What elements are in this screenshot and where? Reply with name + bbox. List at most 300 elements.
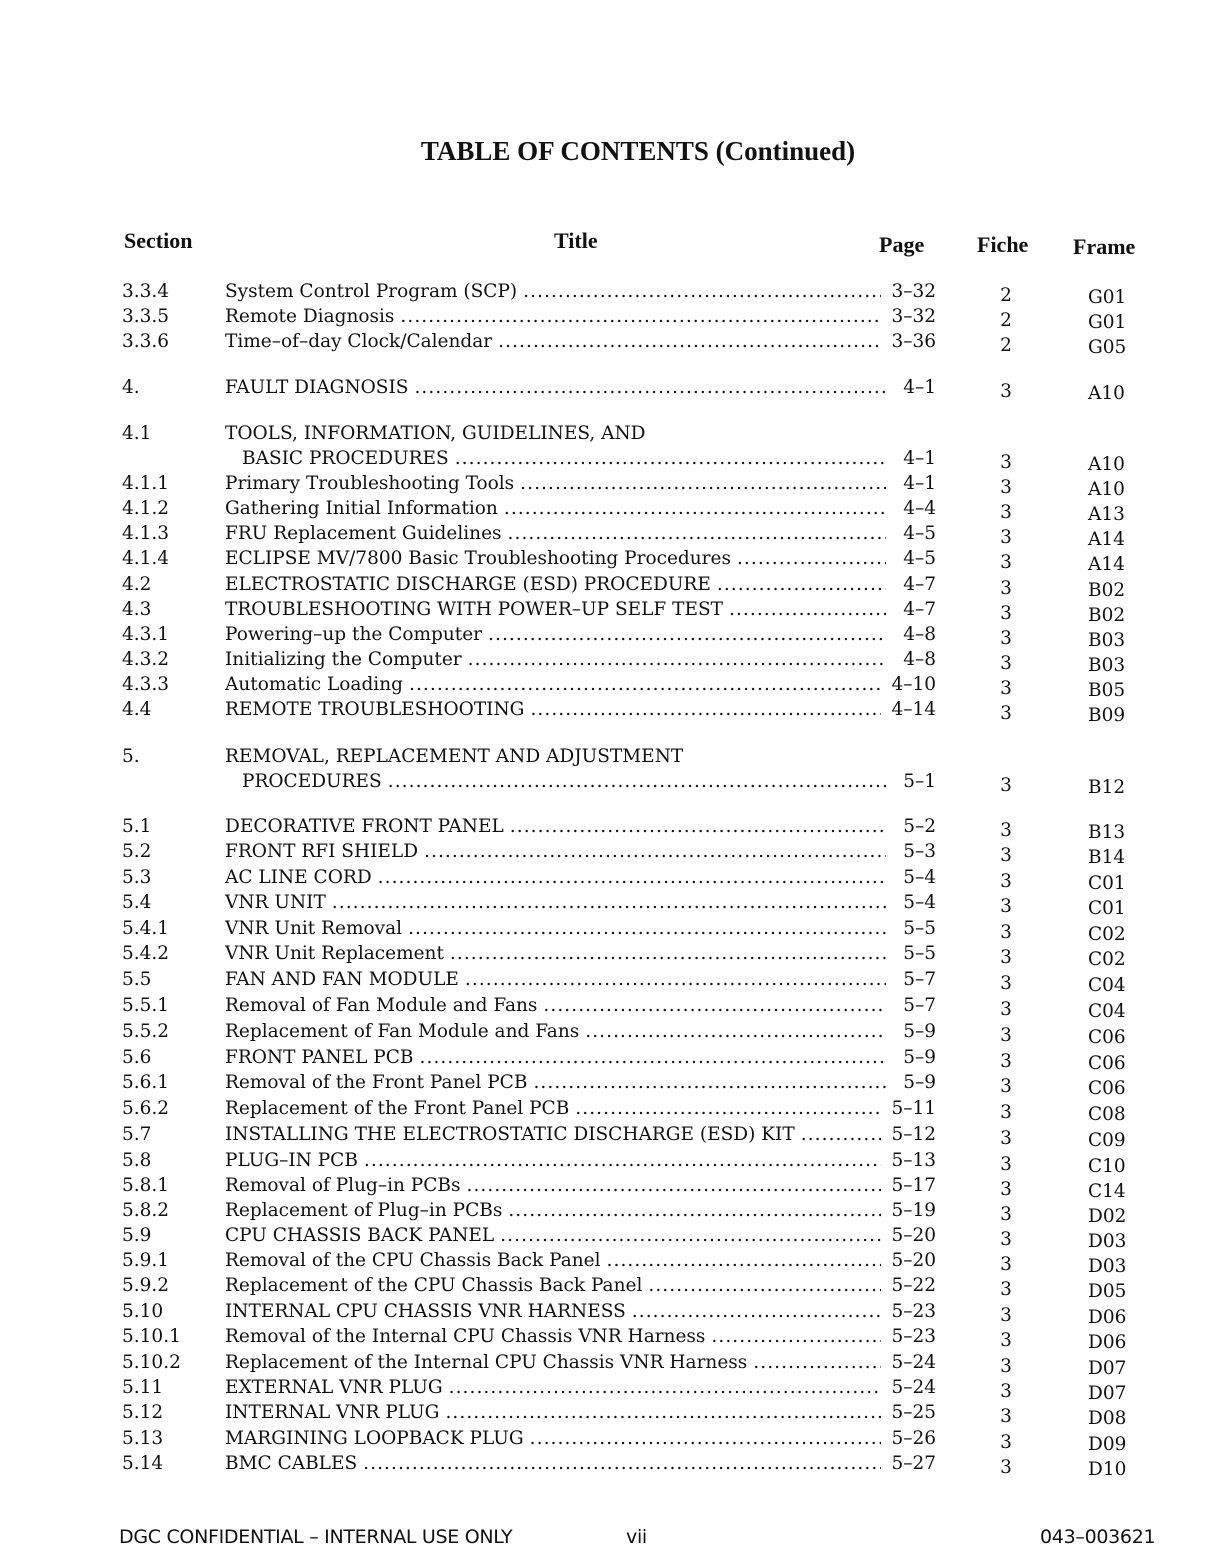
fiche-number: 3 bbox=[1000, 1128, 1012, 1149]
page-number: 4–7 bbox=[903, 574, 936, 595]
page-number: 5–24 bbox=[891, 1377, 936, 1398]
title-wrap bbox=[225, 745, 936, 769]
entry-title: FRU Replacement Guidelines bbox=[225, 523, 502, 544]
frame-code: B03 bbox=[1088, 630, 1126, 651]
title-wrap bbox=[242, 447, 936, 471]
title-wrap bbox=[225, 994, 936, 1018]
dot-leader bbox=[711, 1325, 881, 1349]
entry-title: Primary Troubleshooting Tools bbox=[225, 473, 515, 494]
title-wrap bbox=[225, 866, 936, 890]
dot-leader bbox=[523, 280, 881, 304]
entry-title: Gathering Initial Information bbox=[225, 498, 498, 519]
column-header-frame: Frame bbox=[1073, 234, 1136, 259]
frame-code: G01 bbox=[1088, 312, 1127, 333]
section-number: 5.7 bbox=[122, 1124, 152, 1145]
fiche-number: 3 bbox=[1000, 1457, 1012, 1478]
section-number: 5.11 bbox=[122, 1377, 164, 1398]
fiche-number: 3 bbox=[1000, 1051, 1012, 1072]
section-number: 5.1 bbox=[122, 816, 152, 837]
frame-code: D05 bbox=[1088, 1281, 1127, 1302]
title-wrap bbox=[225, 840, 936, 864]
entry-title: FRONT PANEL PCB bbox=[225, 1047, 414, 1068]
page-number: 4–8 bbox=[903, 624, 936, 645]
section-number: 4. bbox=[122, 377, 140, 398]
section-number: 5.8.1 bbox=[122, 1175, 170, 1196]
toc-entry bbox=[0, 840, 1210, 868]
dot-leader bbox=[543, 994, 886, 1018]
page-number: 5–5 bbox=[903, 943, 936, 964]
fiche-number: 3 bbox=[1000, 999, 1012, 1020]
page-number: 4–4 bbox=[903, 498, 936, 519]
title-wrap bbox=[225, 942, 936, 966]
entry-title-continued: BASIC PROCEDURES bbox=[242, 448, 449, 469]
page-number: 3–32 bbox=[891, 281, 936, 302]
dot-leader bbox=[408, 917, 886, 941]
title-wrap bbox=[225, 1123, 936, 1147]
section-number: 5.5.2 bbox=[122, 1021, 170, 1042]
title-wrap bbox=[225, 648, 936, 672]
entry-title: Removal of the Front Panel PCB bbox=[225, 1072, 528, 1093]
fiche-number: 3 bbox=[1000, 1381, 1012, 1402]
frame-code: D03 bbox=[1088, 1256, 1127, 1277]
toc-entry bbox=[0, 1174, 1210, 1202]
section-number: 4.1.2 bbox=[122, 498, 170, 519]
title-wrap bbox=[225, 1020, 936, 1044]
frame-code: C04 bbox=[1088, 1001, 1126, 1022]
entry-title: MARGINING LOOPBACK PLUG bbox=[225, 1428, 524, 1449]
toc-entry bbox=[0, 573, 1210, 601]
frame-code: A14 bbox=[1088, 554, 1125, 575]
frame-code: D06 bbox=[1088, 1332, 1127, 1353]
page-number: 5–5 bbox=[903, 918, 936, 939]
entry-title: ELECTROSTATIC DISCHARGE (ESD) PROCEDURE bbox=[225, 574, 711, 595]
entry-title: INSTALLING THE ELECTROSTATIC DISCHARGE (ESD) KIT bbox=[225, 1124, 795, 1145]
title-wrap bbox=[225, 305, 936, 329]
frame-code: D06 bbox=[1088, 1307, 1127, 1328]
fiche-number: 3 bbox=[1000, 653, 1012, 674]
dot-leader bbox=[363, 1452, 881, 1476]
title-wrap bbox=[225, 376, 936, 400]
section-number: 5.9 bbox=[122, 1225, 152, 1246]
frame-code: C09 bbox=[1088, 1130, 1126, 1151]
toc-entry bbox=[0, 623, 1210, 651]
dot-leader bbox=[332, 891, 886, 915]
column-header-title: Title bbox=[554, 228, 598, 253]
frame-code: A10 bbox=[1088, 383, 1125, 404]
title-wrap bbox=[225, 1401, 936, 1425]
toc-entry bbox=[0, 648, 1210, 676]
entry-title: Removal of the CPU Chassis Back Panel bbox=[225, 1250, 601, 1271]
frame-code: C04 bbox=[1088, 975, 1126, 996]
entry-title: Initializing the Computer bbox=[225, 649, 462, 670]
title-wrap bbox=[225, 968, 936, 992]
section-number: 5.4.2 bbox=[122, 943, 170, 964]
entry-title: Removal of Fan Module and Fans bbox=[225, 995, 538, 1016]
toc-entry bbox=[0, 1071, 1210, 1099]
entry-title: FRONT RFI SHIELD bbox=[225, 841, 419, 862]
fiche-number: 3 bbox=[1000, 502, 1012, 523]
title-wrap bbox=[225, 472, 936, 496]
section-number: 5.6 bbox=[122, 1047, 152, 1068]
fiche-number: 2 bbox=[1000, 310, 1012, 331]
toc-entry bbox=[0, 1452, 1210, 1480]
frame-code: B13 bbox=[1088, 822, 1126, 843]
title-wrap bbox=[225, 1325, 936, 1349]
title-wrap bbox=[225, 1274, 936, 1298]
entry-title: FAN AND FAN MODULE bbox=[225, 969, 459, 990]
entry-title: Removal of Plug–in PCBs bbox=[225, 1175, 461, 1196]
toc-entry bbox=[0, 770, 1210, 798]
fiche-number: 3 bbox=[1000, 1204, 1012, 1225]
entry-title: ECLIPSE MV/7800 Basic Troubleshooting Procedures bbox=[225, 548, 731, 569]
frame-code: C02 bbox=[1088, 924, 1126, 945]
entry-title: VNR Unit Removal bbox=[225, 918, 403, 939]
dot-leader bbox=[498, 330, 881, 354]
title-wrap bbox=[225, 673, 936, 697]
footer-page-number: vii bbox=[626, 1526, 647, 1548]
entry-title: EXTERNAL VNR PLUG bbox=[225, 1377, 443, 1398]
frame-code: D10 bbox=[1088, 1459, 1127, 1480]
page-number: 5–25 bbox=[891, 1402, 936, 1423]
page-number: 5–1 bbox=[903, 771, 936, 792]
dot-leader bbox=[585, 1020, 886, 1044]
frame-code: C02 bbox=[1088, 949, 1126, 970]
section-number: 3.3.4 bbox=[122, 281, 170, 302]
section-number: 5.2 bbox=[122, 841, 152, 862]
entry-title: PLUG–IN PCB bbox=[225, 1150, 358, 1171]
fiche-number: 3 bbox=[1000, 1025, 1012, 1046]
dot-leader bbox=[717, 573, 886, 597]
entry-title: Automatic Loading bbox=[225, 674, 403, 695]
page-number: 5–20 bbox=[891, 1250, 936, 1271]
page-number: 5–22 bbox=[891, 1275, 936, 1296]
frame-code: C06 bbox=[1088, 1027, 1126, 1048]
dot-leader bbox=[648, 1274, 881, 1298]
toc-entry bbox=[0, 994, 1210, 1022]
toc-entry bbox=[0, 1046, 1210, 1074]
title-wrap bbox=[225, 1376, 936, 1400]
title-wrap bbox=[225, 1249, 936, 1273]
section-number: 5.9.1 bbox=[122, 1250, 170, 1271]
page-number: 4–14 bbox=[891, 699, 936, 720]
title-wrap bbox=[225, 547, 936, 571]
toc-entry bbox=[0, 942, 1210, 970]
title-wrap bbox=[225, 1149, 936, 1173]
title-wrap bbox=[225, 623, 936, 647]
page-number: 4–5 bbox=[903, 523, 936, 544]
dot-leader bbox=[414, 376, 886, 400]
frame-code: D07 bbox=[1088, 1383, 1127, 1404]
fiche-number: 3 bbox=[1000, 1279, 1012, 1300]
title-wrap bbox=[225, 573, 936, 597]
section-number: 4.2 bbox=[122, 574, 152, 595]
dot-leader bbox=[530, 1427, 882, 1451]
section-number: 5.9.2 bbox=[122, 1275, 170, 1296]
fiche-number: 3 bbox=[1000, 628, 1012, 649]
entry-title: INTERNAL VNR PLUG bbox=[225, 1402, 440, 1423]
toc-entry bbox=[0, 522, 1210, 550]
fiche-number: 3 bbox=[1000, 1330, 1012, 1351]
dot-leader bbox=[468, 648, 886, 672]
section-number: 5.10.2 bbox=[122, 1352, 181, 1373]
frame-code: C14 bbox=[1088, 1181, 1126, 1202]
fiche-number: 3 bbox=[1000, 1432, 1012, 1453]
fiche-number: 3 bbox=[1000, 1406, 1012, 1427]
dot-leader bbox=[508, 522, 886, 546]
dot-leader bbox=[488, 623, 886, 647]
toc-entry bbox=[0, 305, 1210, 333]
toc-entry bbox=[0, 1097, 1210, 1125]
page-number: 4–1 bbox=[903, 473, 936, 494]
toc-entry bbox=[0, 891, 1210, 919]
title-wrap bbox=[225, 1174, 936, 1198]
page-number: 5–4 bbox=[903, 892, 936, 913]
entry-title: VNR Unit Replacement bbox=[225, 943, 444, 964]
entry-title: TOOLS, INFORMATION, GUIDELINES, AND bbox=[225, 423, 646, 444]
page-number: 4–10 bbox=[891, 674, 936, 695]
frame-code: B12 bbox=[1088, 777, 1126, 798]
dot-leader bbox=[520, 472, 886, 496]
frame-code: A10 bbox=[1088, 454, 1125, 475]
fiche-number: 3 bbox=[1000, 820, 1012, 841]
page-number: 5–7 bbox=[903, 969, 936, 990]
page-number: 5–9 bbox=[903, 1021, 936, 1042]
dot-leader bbox=[500, 1224, 881, 1248]
section-number: 5.5.1 bbox=[122, 995, 170, 1016]
toc-entry bbox=[0, 1325, 1210, 1353]
fiche-number: 3 bbox=[1000, 775, 1012, 796]
dot-leader bbox=[400, 305, 881, 329]
toc-entry bbox=[0, 673, 1210, 701]
section-number: 4.4 bbox=[122, 699, 152, 720]
dot-leader bbox=[465, 968, 886, 992]
section-number: 4.1 bbox=[122, 423, 152, 444]
toc-entry bbox=[0, 1427, 1210, 1455]
toc-entry bbox=[0, 472, 1210, 500]
fiche-number: 3 bbox=[1000, 922, 1012, 943]
title-wrap bbox=[225, 1097, 936, 1121]
toc-title-line bbox=[0, 745, 1210, 769]
page-number: 5–3 bbox=[903, 841, 936, 862]
title-wrap bbox=[225, 522, 936, 546]
section-number: 5.5 bbox=[122, 969, 152, 990]
toc-entry bbox=[0, 917, 1210, 945]
page-number: 3–36 bbox=[891, 331, 936, 352]
frame-code: B14 bbox=[1088, 847, 1126, 868]
section-number: 4.1.4 bbox=[122, 548, 170, 569]
entry-title: Replacement of the CPU Chassis Back Panel bbox=[225, 1275, 643, 1296]
fiche-number: 3 bbox=[1000, 1154, 1012, 1175]
section-number: 4.3 bbox=[122, 599, 152, 620]
entry-title: Remote Diagnosis bbox=[225, 306, 395, 327]
toc-entry bbox=[0, 698, 1210, 726]
page-number: 5–23 bbox=[891, 1326, 936, 1347]
toc-entry bbox=[0, 447, 1210, 475]
section-number: 5.6.1 bbox=[122, 1072, 170, 1093]
entry-title: Replacement of Fan Module and Fans bbox=[225, 1021, 580, 1042]
toc-title-line bbox=[0, 422, 1210, 446]
toc-entry bbox=[0, 1123, 1210, 1151]
section-number: 5.8 bbox=[122, 1150, 152, 1171]
title-wrap bbox=[225, 1071, 936, 1095]
column-header-fiche: Fiche bbox=[977, 232, 1029, 257]
dot-leader bbox=[729, 598, 886, 622]
title-wrap bbox=[242, 770, 936, 794]
page-number: 4–1 bbox=[903, 377, 936, 398]
section-number: 5. bbox=[122, 746, 140, 767]
footer-doc-number: 043–003621 bbox=[1040, 1526, 1156, 1548]
toc-entry bbox=[0, 1149, 1210, 1177]
entry-title: REMOVAL, REPLACEMENT AND ADJUSTMENT bbox=[225, 746, 684, 767]
dot-leader bbox=[388, 770, 886, 794]
frame-code: C08 bbox=[1088, 1104, 1126, 1125]
dot-leader bbox=[364, 1149, 882, 1173]
frame-code: G05 bbox=[1088, 337, 1127, 358]
fiche-number: 3 bbox=[1000, 1102, 1012, 1123]
entry-title: VNR UNIT bbox=[225, 892, 326, 913]
dot-leader bbox=[450, 942, 886, 966]
dot-leader bbox=[445, 1401, 881, 1425]
fiche-number: 3 bbox=[1000, 1254, 1012, 1275]
section-number: 5.13 bbox=[122, 1428, 164, 1449]
dot-leader bbox=[801, 1123, 882, 1147]
page-number: 5–27 bbox=[891, 1453, 936, 1474]
frame-code: D09 bbox=[1088, 1434, 1127, 1455]
page-number: 4–1 bbox=[903, 448, 936, 469]
fiche-number: 3 bbox=[1000, 947, 1012, 968]
section-number: 5.4 bbox=[122, 892, 152, 913]
section-number: 5.4.1 bbox=[122, 918, 170, 939]
page-number: 3–32 bbox=[891, 306, 936, 327]
fiche-number: 3 bbox=[1000, 678, 1012, 699]
frame-code: C01 bbox=[1088, 898, 1126, 919]
fiche-number: 3 bbox=[1000, 603, 1012, 624]
title-wrap bbox=[225, 422, 936, 446]
frame-code: C06 bbox=[1088, 1053, 1126, 1074]
dot-leader bbox=[632, 1300, 882, 1324]
section-number: 4.3.3 bbox=[122, 674, 170, 695]
frame-code: D08 bbox=[1088, 1408, 1127, 1429]
entry-title: System Control Program (SCP) bbox=[225, 281, 518, 302]
frame-code: B09 bbox=[1088, 705, 1126, 726]
entry-title: TROUBLESHOOTING WITH POWER–UP SELF TEST bbox=[225, 599, 723, 620]
toc-entry bbox=[0, 547, 1210, 575]
toc-entry bbox=[0, 1274, 1210, 1302]
frame-code: G01 bbox=[1088, 287, 1127, 308]
frame-code: B02 bbox=[1088, 605, 1126, 626]
fiche-number: 3 bbox=[1000, 1076, 1012, 1097]
toc-entry bbox=[0, 1300, 1210, 1328]
fiche-number: 3 bbox=[1000, 703, 1012, 724]
section-number: 4.1.1 bbox=[122, 473, 170, 494]
title-wrap bbox=[225, 1452, 936, 1476]
toc-entry bbox=[0, 376, 1210, 404]
entry-title: AC LINE CORD bbox=[225, 867, 372, 888]
toc-entry bbox=[0, 815, 1210, 843]
fiche-number: 3 bbox=[1000, 552, 1012, 573]
title-wrap bbox=[225, 698, 936, 722]
fiche-number: 3 bbox=[1000, 1179, 1012, 1200]
page-number: 5–13 bbox=[891, 1150, 936, 1171]
frame-code: A13 bbox=[1088, 504, 1125, 525]
dot-leader bbox=[466, 1174, 881, 1198]
fiche-number: 3 bbox=[1000, 871, 1012, 892]
frame-code: D03 bbox=[1088, 1231, 1127, 1252]
title-wrap bbox=[225, 280, 936, 304]
toc-entry bbox=[0, 866, 1210, 894]
toc-entry bbox=[0, 280, 1210, 308]
frame-code: C01 bbox=[1088, 873, 1126, 894]
page-number: 4–7 bbox=[903, 599, 936, 620]
title-wrap bbox=[225, 1300, 936, 1324]
fiche-number: 3 bbox=[1000, 845, 1012, 866]
entry-title: Time–of–day Clock/Calendar bbox=[225, 331, 493, 352]
section-number: 3.3.5 bbox=[122, 306, 170, 327]
entry-title: Replacement of the Front Panel PCB bbox=[225, 1098, 570, 1119]
dot-leader bbox=[533, 1071, 886, 1095]
column-header-page: Page bbox=[879, 232, 925, 257]
page-number: 5–12 bbox=[891, 1124, 936, 1145]
dot-leader bbox=[424, 840, 886, 864]
dot-leader bbox=[575, 1097, 881, 1121]
entry-title: INTERNAL CPU CHASSIS VNR HARNESS bbox=[225, 1301, 626, 1322]
section-number: 5.8.2 bbox=[122, 1200, 170, 1221]
frame-code: A14 bbox=[1088, 529, 1125, 550]
frame-code: C10 bbox=[1088, 1156, 1126, 1177]
fiche-number: 3 bbox=[1000, 1229, 1012, 1250]
dot-leader bbox=[409, 673, 881, 697]
toc-entry bbox=[0, 497, 1210, 525]
dot-leader bbox=[504, 497, 886, 521]
entry-title: Replacement of the Internal CPU Chassis VNR Harness bbox=[225, 1352, 748, 1373]
toc-entry bbox=[0, 1351, 1210, 1379]
title-wrap bbox=[225, 330, 936, 354]
section-number: 4.3.2 bbox=[122, 649, 170, 670]
dot-leader bbox=[378, 866, 886, 890]
page-number: 5–7 bbox=[903, 995, 936, 1016]
title-wrap bbox=[225, 1199, 936, 1223]
page-number: 5–17 bbox=[891, 1175, 936, 1196]
toc-entry bbox=[0, 1401, 1210, 1429]
section-number: 5.10 bbox=[122, 1301, 164, 1322]
fiche-number: 3 bbox=[1000, 381, 1012, 402]
title-wrap bbox=[225, 1224, 936, 1248]
title-wrap bbox=[225, 1427, 936, 1451]
page-title: TABLE OF CONTENTS (Continued) bbox=[420, 136, 856, 166]
section-number: 5.3 bbox=[122, 867, 152, 888]
entry-title: CPU CHASSIS BACK PANEL bbox=[225, 1225, 495, 1246]
toc-entry bbox=[0, 598, 1210, 626]
entry-title-continued: PROCEDURES bbox=[242, 771, 382, 792]
entry-title: Removal of the Internal CPU Chassis VNR Harness bbox=[225, 1326, 706, 1347]
entry-title: BMC CABLES bbox=[225, 1453, 358, 1474]
title-wrap bbox=[225, 497, 936, 521]
frame-code: C06 bbox=[1088, 1078, 1126, 1099]
section-number: 5.6.2 bbox=[122, 1098, 170, 1119]
page-number: 5–26 bbox=[891, 1428, 936, 1449]
toc-entry bbox=[0, 1224, 1210, 1252]
page-number: 5–9 bbox=[903, 1072, 936, 1093]
toc-entry bbox=[0, 1020, 1210, 1048]
fiche-number: 3 bbox=[1000, 578, 1012, 599]
dot-leader bbox=[510, 815, 886, 839]
page-number: 5–2 bbox=[903, 816, 936, 837]
frame-code: D07 bbox=[1088, 1358, 1127, 1379]
frame-code: B03 bbox=[1088, 655, 1126, 676]
toc-entry bbox=[0, 330, 1210, 358]
fiche-number: 2 bbox=[1000, 335, 1012, 356]
entry-title: Powering–up the Computer bbox=[225, 624, 483, 645]
